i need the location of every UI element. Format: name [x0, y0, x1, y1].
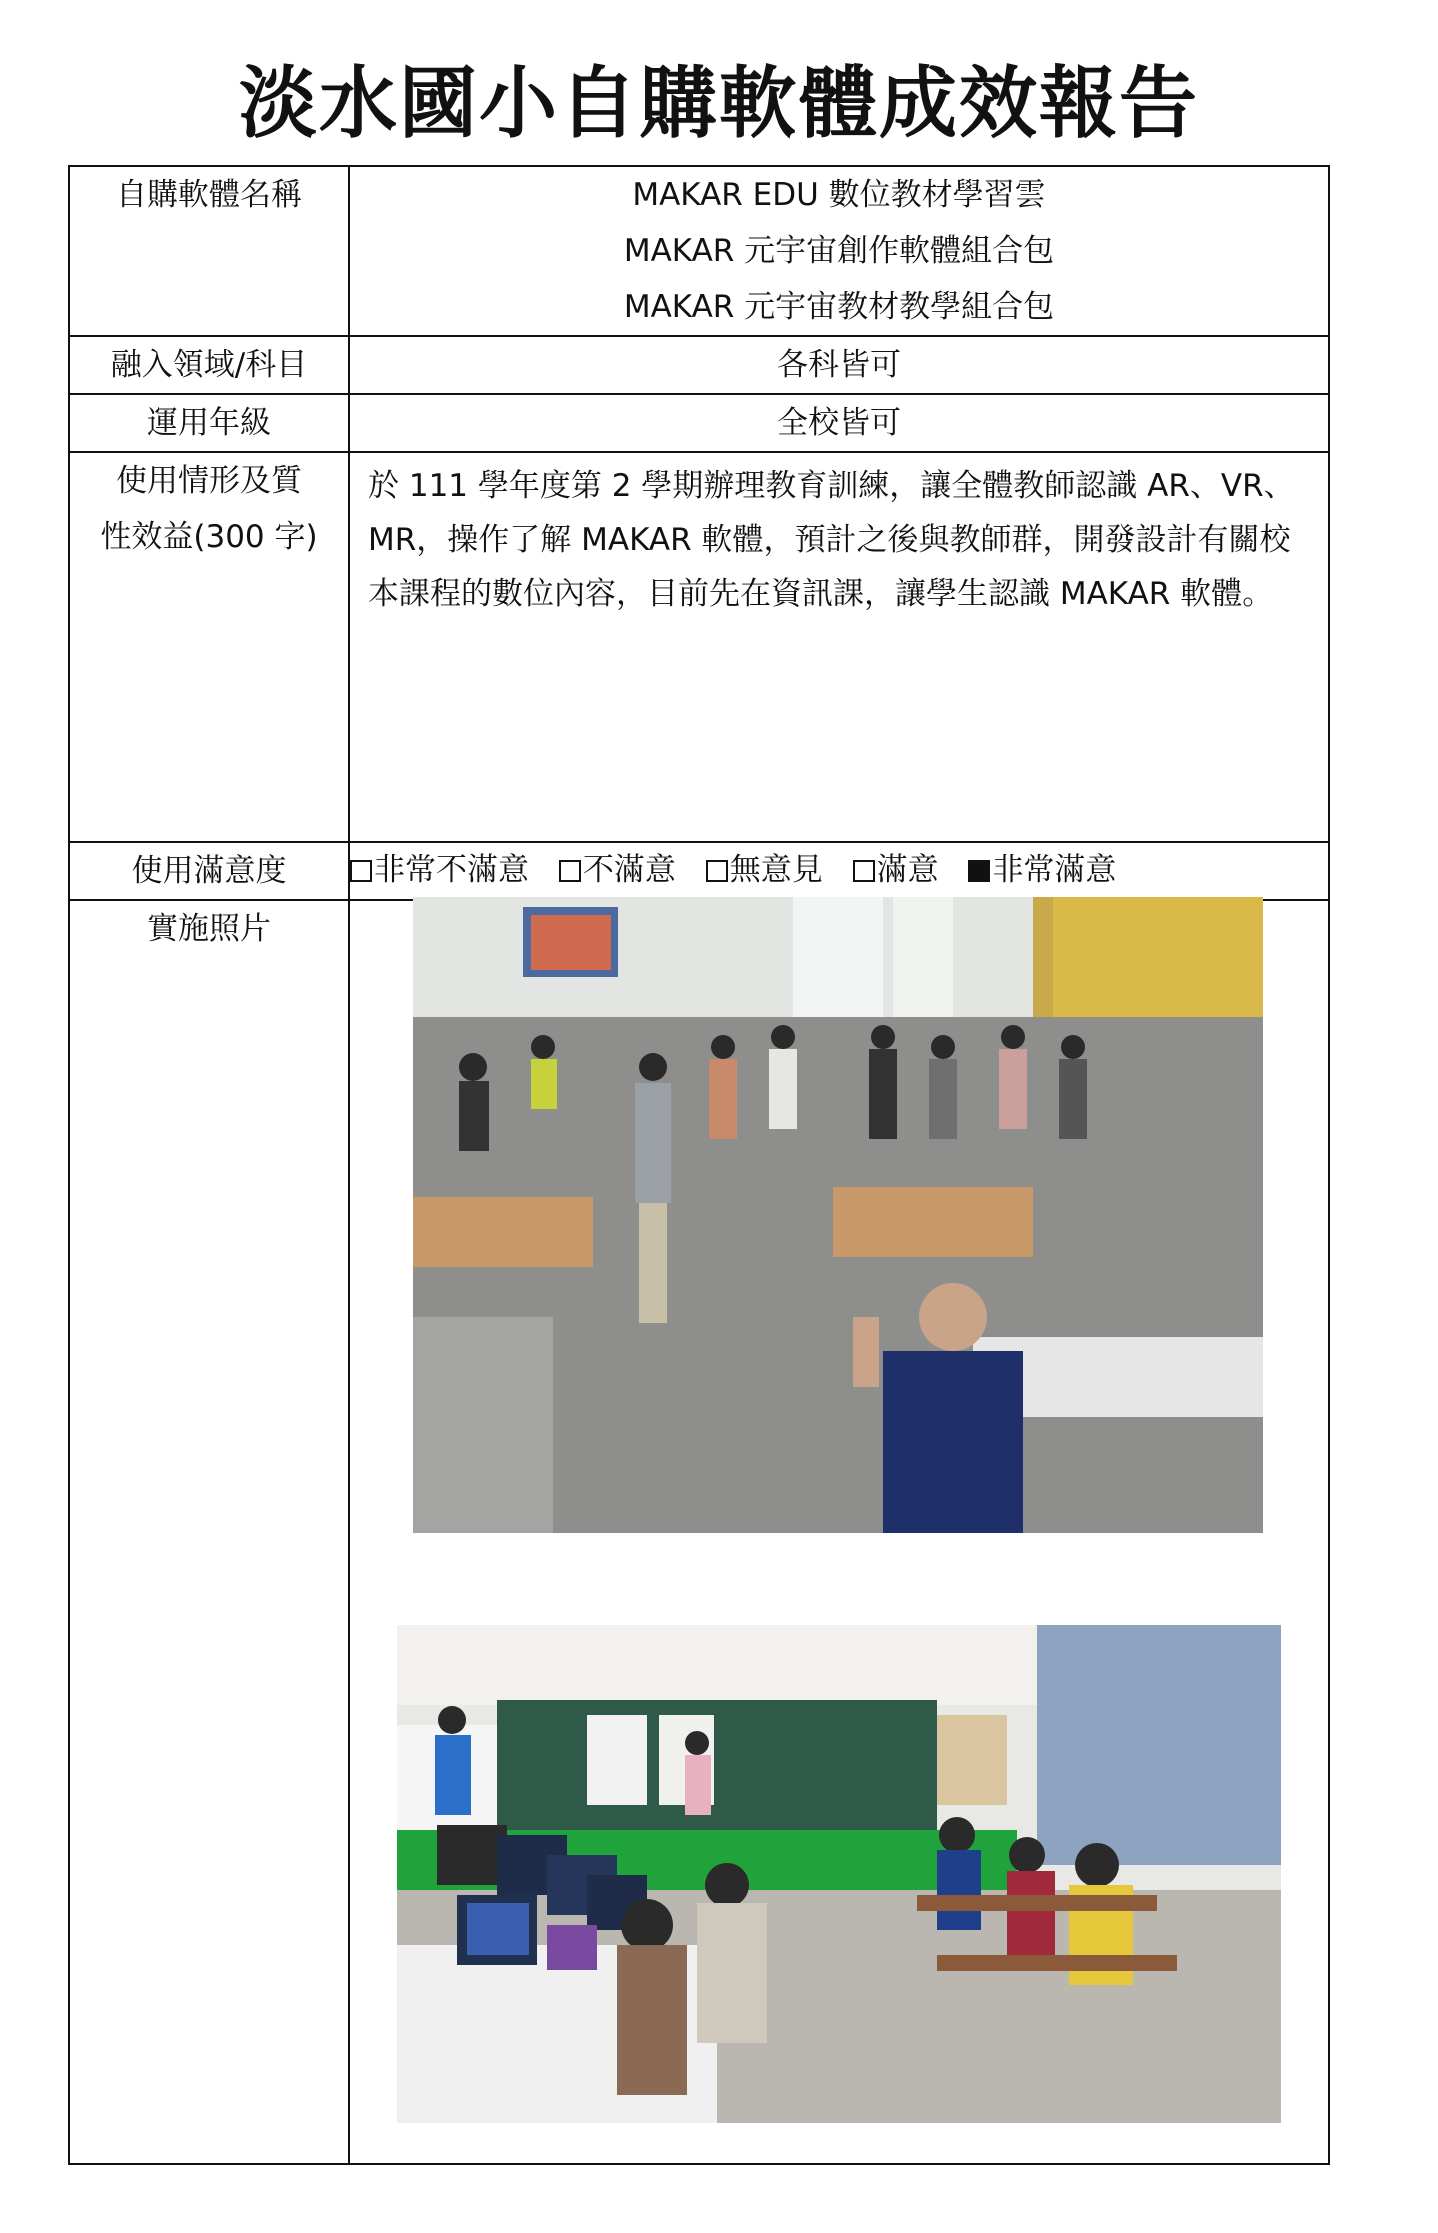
option-very-satisfied[interactable]: [968, 852, 1116, 888]
satisfaction-options: [349, 842, 1329, 900]
domain-value: 各科皆可: [349, 336, 1329, 394]
usage-value: [349, 452, 1329, 842]
software-line-1: MAKAR EDU 數位教材學習雲: [632, 177, 1046, 213]
grade-value: 全校皆可: [349, 394, 1329, 452]
option-satisfied-label: 滿意: [876, 852, 939, 888]
software-name-value: [349, 166, 1329, 336]
checkbox-dissatisfied[interactable]: [559, 860, 581, 882]
usage-label: [69, 452, 349, 842]
satisfaction-label: 使用滿意度: [69, 842, 349, 900]
software-name-label: 自購軟體名稱: [69, 166, 349, 336]
option-neutral-label: 無意見: [729, 852, 823, 888]
option-dissatisfied[interactable]: [559, 852, 676, 888]
report-title: 淡水國小自購軟體成效報告: [238, 59, 1199, 149]
photos-label: 實施照片: [69, 900, 349, 2164]
checkbox-satisfied[interactable]: [853, 860, 875, 882]
domain-label: 融入領域/科目: [69, 336, 349, 394]
option-satisfied[interactable]: [853, 852, 939, 888]
software-line-3: MAKAR 元宇宙教材教學組合包: [623, 289, 1055, 325]
checkbox-very-satisfied[interactable]: [968, 860, 990, 882]
software-line-2: MAKAR 元宇宙創作軟體組合包: [623, 233, 1055, 269]
row-satisfaction: [69, 842, 1329, 900]
row-usage: [69, 452, 1329, 842]
row-grade: [69, 394, 1329, 452]
computer-classroom-photo: [397, 1625, 1281, 2123]
row-domain: [69, 336, 1329, 394]
option-very-satisfied-label: 非常滿意: [992, 852, 1117, 888]
option-neutral[interactable]: [706, 852, 823, 888]
checkbox-neutral[interactable]: [706, 860, 728, 882]
training-hall-photo: [413, 897, 1263, 1533]
grade-label: 運用年級: [69, 394, 349, 452]
row-software: [69, 166, 1329, 336]
option-very-dissatisfied[interactable]: [350, 852, 529, 888]
option-dissatisfied-label: 不滿意: [582, 852, 676, 888]
option-very-dissatisfied-label: 非常不滿意: [374, 852, 529, 888]
checkbox-very-dissatisfied[interactable]: [350, 860, 372, 882]
usage-text: 於 111 學年度第 2 學期辦理教育訓練，讓全體教師認識 AR、VR、MR，操作了解 MAKAR 軟體，預計之後與教師群，開發設計有關校本課程的數位內容，目前先在資訊課，讓學生認識 MAKAR 軟體。: [368, 468, 1295, 612]
usage-label-line-2: 性效益(300 字): [100, 519, 318, 555]
usage-label-line-1: 使用情形及質: [116, 463, 302, 499]
